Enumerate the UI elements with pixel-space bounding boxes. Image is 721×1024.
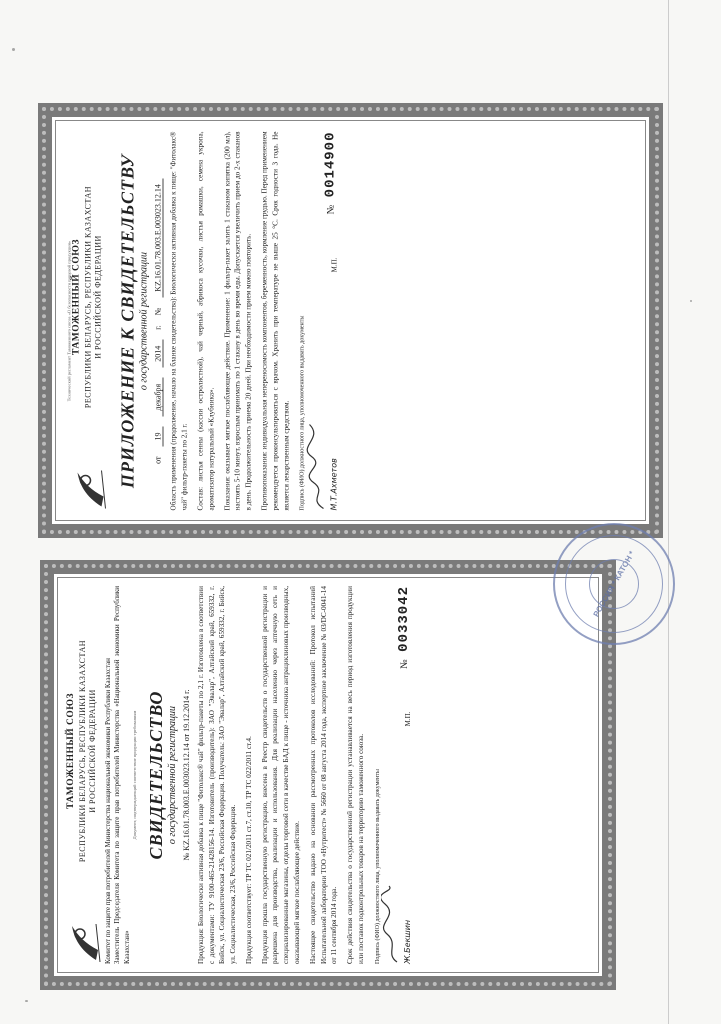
certificate-issuer: Комитет по защите прав потребителей Министерства национальной экономики Республики Казахстан [104, 658, 112, 964]
certificate-statement: Продукция прошла государственную регистрацию, внесена в Реестр свидетельств о государственной регистрации и разрешена для производства, реализации и использования. Для реализации населению через аптечную сеть и специализированные магазины, отделы торговой сети в качестве БАД к пище - источника антрациклиновых производных, оказывающей мягкое послабляющее действие. [260, 586, 302, 964]
appendix-composition: Состав: листья сенны (кассии остролистной), чай черный, абрикоса кусочки, листья ромашки, семена укропа, ароматизатор натуральный «Клубника». [195, 131, 215, 510]
appendix-signer-block [299, 315, 338, 510]
appendix-signer-name: М.Т.Ахметов [329, 457, 339, 510]
certificate-deputy: Заместитель Председателя Комитета по защите прав потребителей Министерства «Национальной экономики Республики Казахстан» [113, 586, 131, 964]
certificate-number-row [182, 586, 191, 964]
certificate-subtitle: о государственной регистрации [166, 705, 178, 845]
certificate-serial-number: 0033042 [395, 586, 412, 652]
certificate-compliance: Продукция соответствует: ТР ТС 021/2011 ст.7, ст.10, ТР ТС 022/2011 ст.4. [244, 736, 253, 964]
certificate-union-heading [66, 586, 98, 916]
appendix-month: декабря [153, 377, 163, 416]
customs-union-logo-icon [66, 922, 104, 964]
certificate-signer-name: Ж.Бекшин [402, 919, 412, 964]
round-stamp [553, 523, 675, 645]
appendix-date-row [153, 131, 163, 510]
appendix-content [52, 117, 649, 524]
certificate-union-title: ТАМОЖЕННЫЙ СОЮЗ [66, 693, 76, 809]
certificate-content [54, 574, 602, 976]
appendix-signature-row [299, 131, 338, 510]
certificate-union-line1: РЕСПУБЛИКИ БЕЛАРУСЬ, РЕСПУБЛИКИ КАЗАХСТАН [77, 639, 87, 863]
certificate-signature-row [375, 586, 412, 964]
certificate-signature-icon [381, 884, 401, 964]
appendix-header [71, 131, 109, 510]
certificate-header [66, 586, 104, 964]
stamp-text: РОССИЯ * КАТОН * [591, 549, 637, 619]
appendix-year: 2014 [153, 339, 163, 367]
scan-speck [12, 48, 15, 51]
certificate-signer-role: Подпись (ФИО) должностного лица, уполномоченного выдавать документы [374, 769, 381, 964]
appendix-subtitle: о государственной регистрации [138, 251, 150, 390]
appendix-serial-block [322, 131, 338, 214]
appendix-no-label: № [153, 307, 163, 315]
appendix-service-note: Технический регламент Таможенного союза «О безопасности пищевой продукции» [66, 240, 71, 401]
certificate-validity: Срок действия свидетельства о государственной регистрации устанавливается на весь период изготовления продукции или поставок подконтрольных товаров на территорию таможенного союза. [346, 586, 366, 964]
certificate-basis: Настоящее свидетельство выдано на основании рассмотренных протоколов исследований: Протокол испытаний Испытательной лаборатории ТОО «Нутритест» № 5660 от 08 августа 2014 года, экспертное заключение № 03/DC-0041-14 от 11 сентября 2014 года. [308, 586, 339, 964]
appendix-title: ПРИЛОЖЕНИЕ К СВИДЕТЕЛЬСТВУ [117, 153, 138, 488]
appendix-union-title: ТАМОЖЕННЫЙ СОЮЗ [71, 238, 82, 355]
certificate-title: СВИДЕТЕЛЬСТВО [145, 690, 166, 860]
certificate-mp: М.П. [403, 711, 412, 727]
appendix-signature-icon [305, 420, 327, 510]
appendix-serial-label: № [325, 204, 337, 214]
certificate-serial-label: № [398, 659, 410, 669]
appendix-frame [38, 103, 663, 538]
certificate-service-note: Документ, подтверждающий соответствие продукции требованиям [132, 710, 138, 840]
certificate-product: Продукция: Биологически активная добавка к пище "Фитолакс® чай" фильтр-пакеты по 2,1 г. Изготовлена в соответствии с документами: ТУ 9100-465-21428156-14. Изготовитель (производитель): ЗАО "Эвалар", Алтайский край, 659332, г. Бийск, ул. Социалистическая 23/6, Российская Федерация. Получатель: ЗАО "Эвалар", Алтайский край, 659332, г. Бийск, ул. Социалистическая, 23/6, Российская Федерация. [196, 586, 238, 964]
appendix-applicability: Область применения (продолжение, начало на бланке свидетельства): Биологически активная добавка к пище: "Фитолакс® чай" фильтр-пакеты по 2,1 г. [169, 131, 189, 510]
scan-page-edge [668, 0, 669, 1024]
scan-speck [690, 300, 692, 302]
certificate-frame [40, 560, 616, 990]
appendix-union-heading [71, 131, 103, 462]
appendix-serial-number: 0014900 [322, 131, 339, 197]
appendix-mp: М.П. [330, 257, 339, 272]
appendix-signer-role: Подпись (ФИО) должностного лица, уполномоченного выдавать документы [299, 315, 306, 510]
appendix-g-label: г. [153, 324, 163, 330]
certificate-union-line2: И РОССИЙСКОЙ ФЕДЕРАЦИИ [87, 689, 97, 813]
appendix-day: 19 [153, 426, 163, 446]
appendix-union-line1: РЕСПУБЛИКИ БЕЛАРУСЬ, РЕСПУБЛИКИ КАЗАХСТАН [83, 185, 93, 408]
certificate-signer-block [375, 769, 412, 964]
certificate-number-line: № KZ.16.01.78.003.E.003023.12.14 от 19.12.2014 г. [181, 689, 191, 861]
certificate-serial-block [396, 586, 412, 669]
appendix-contraindications: Противопоказания: индивидуальная непереносимость компонентов, беременность, кормление грудью. Перед применением рекомендуется проконсультироваться с врачом. Хранить при температуре не выше 25 °С. Срок годности 3 года. Не является лекарственным средством. [259, 131, 290, 510]
customs-union-logo-icon [71, 468, 109, 510]
appendix-reg-number: KZ.16.01.78.003.E.003023.12.14 [153, 178, 163, 298]
appendix-indications: Показания: оказывает мягкое послабляющее действие. Применение: 1 фильтр-пакет залить 1 стаканом кипятка (200 мл), настоять 5-10 минут, взрослым принимать по 1 стакану в день во время еды. Допускается увеличить прием до 2-х стаканов в день. Продолжительность приема 20 дней. При необходимости прием можно повторить. [222, 131, 253, 510]
scan-speck [25, 1000, 28, 1002]
appendix-union-line2: И РОССИЙСКОЙ ФЕДЕРАЦИИ [93, 234, 103, 359]
appendix-ot-label: от [153, 455, 163, 464]
